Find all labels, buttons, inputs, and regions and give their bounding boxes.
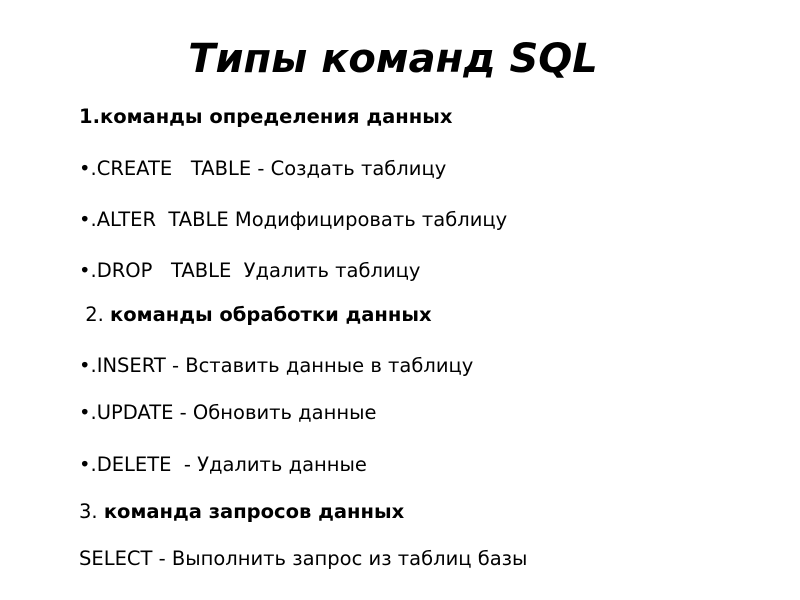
section-number: 1. — [79, 105, 100, 128]
list-item-insert: •.INSERT - Вставить данные в таблицу — [79, 354, 474, 377]
section-title: команды определения данных — [99, 105, 453, 128]
section-number: 2. — [79, 303, 111, 326]
section-heading-dql — [79, 499, 404, 525]
list-item-delete: •.DELETE - Удалить данные — [79, 453, 367, 476]
section-title: команда запросов данных — [103, 500, 405, 523]
list-item-create: •.CREATE TABLE - Создать таблицу — [79, 157, 447, 180]
list-item-alter: •.ALTER TABLE Модифицировать таблицу — [79, 208, 508, 231]
list-item-select: SELECT - Выполнить запрос из таблиц базы — [79, 547, 528, 570]
section-title: команды обработки данных — [110, 303, 432, 326]
list-item-drop: •.DROP TABLE Удалить таблицу — [79, 259, 421, 282]
slide-title: Типы команд SQL — [188, 36, 598, 82]
section-number: 3. — [79, 500, 104, 523]
section-heading-dml — [79, 302, 432, 328]
list-item-update: •.UPDATE - Обновить данные — [79, 401, 377, 424]
section-heading-ddl — [79, 104, 452, 130]
